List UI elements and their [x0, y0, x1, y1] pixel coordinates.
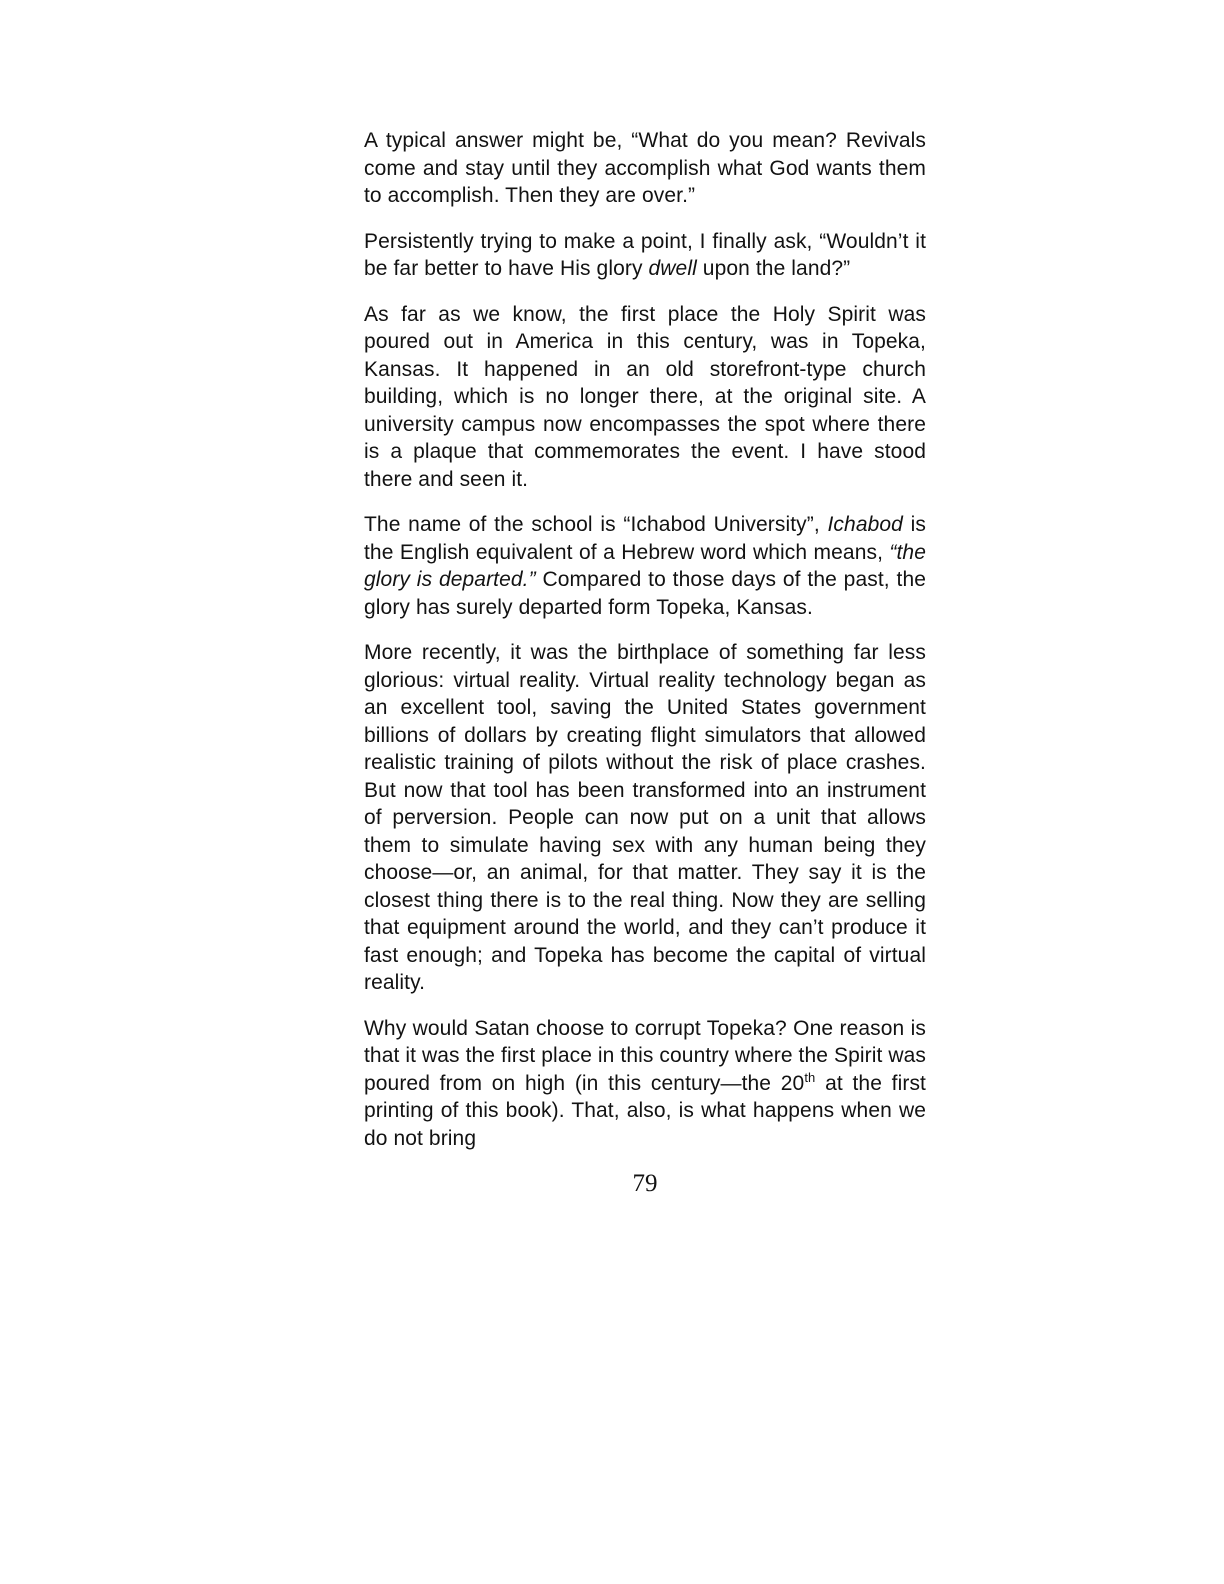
- paragraph: [364, 228, 926, 283]
- text-run: at the first printing of this book). That, also, is what happens when we do not bring: [364, 1071, 926, 1150]
- text-run: As far as we know, the first place the Holy Spirit was poured out in America in this century, was in Topeka, Kansas. It happened in an old storefront-type church building, which is no longer there, at the original site. A university campus now encompasses the spot where there is a plaque that commemorates the event. I have stood there and seen it.: [364, 302, 926, 491]
- paragraph: [364, 301, 926, 494]
- text-run: Compared to those days of the past, the glory has surely departed form Topeka, Kansas.: [364, 568, 927, 619]
- page-number: 79: [632, 1170, 658, 1197]
- text-run-italic: Ichabod: [827, 513, 903, 536]
- text-run: upon the land?”: [696, 257, 851, 280]
- text-column: [364, 127, 926, 1198]
- text-run: The name of the school is “Ichabod University”,: [364, 513, 828, 536]
- text-run: More recently, it was the birthplace of something far less glorious: virtual reality. Virtual reality technology began as an excellent tool, saving the United States government billions of dollars by creating flight simulators that allowed realistic training of pilots without the risk of place crashes. But now that tool has been transformed into an instrument of perversion. People can now put on a unit that allows them to simulate having sex with any human being they choose—or, an animal, for that matter. They say it is the closest thing there is to the real thing. Now they are selling that equipment around the world, and they can’t produce it fast enough; and Topeka has become the capital of virtual reality.: [364, 641, 926, 994]
- text-run: is the English equivalent of a Hebrew word which means,: [364, 513, 926, 564]
- text-run-super: th: [804, 1069, 816, 1085]
- text-run-italic: “the glory is departed.”: [364, 540, 926, 591]
- paragraph: [364, 639, 926, 997]
- paragraph: [364, 511, 926, 621]
- text-run: Persistently trying to make a point, I finally ask, “Wouldn’t it be far better to have His glory: [364, 229, 926, 280]
- text-run: Why would Satan choose to corrupt Topeka? One reason is that it was the first place in this country where the Spirit was poured from on high (in this century—the 20: [364, 1016, 926, 1095]
- text-run: A typical answer might be, “What do you mean? Revivals come and stay until they accomplish what God wants them to accomplish. Then they are over.”: [364, 129, 926, 207]
- paragraph: [364, 127, 926, 210]
- paragraphs: [364, 127, 926, 1152]
- paragraph: [364, 1015, 926, 1153]
- text-run-italic: dwell: [648, 257, 697, 280]
